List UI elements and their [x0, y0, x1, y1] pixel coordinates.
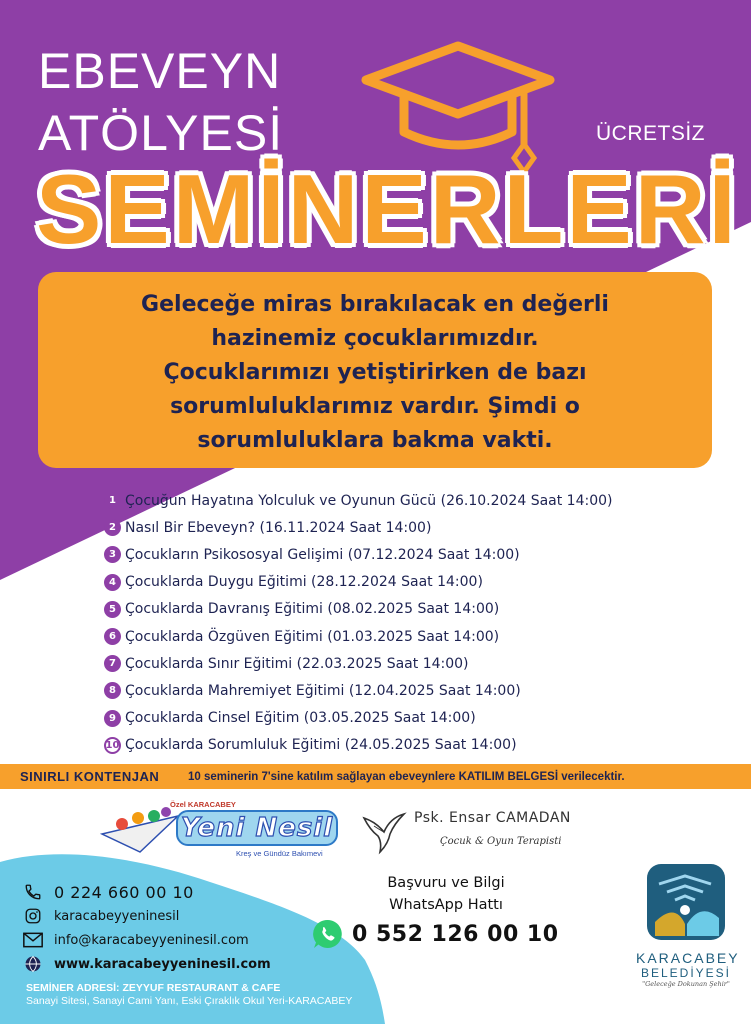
instagram-handle[interactable]: karacabeyyeninesil: [54, 908, 180, 924]
paper-plane-kids-icon: [100, 804, 180, 854]
municipality-emblem-icon: [645, 862, 727, 942]
close-quote-icon: “: [644, 329, 702, 447]
whatsapp-row: [312, 918, 559, 950]
phone-number: 0 224 660 00 10: [54, 882, 194, 902]
seminar-item: [104, 650, 612, 677]
title-line-2: ATÖLYESİ: [38, 105, 284, 161]
municipality-name: KARACABEY: [636, 950, 740, 966]
seminar-text: Çocuklarda Sorumluluk Eğitimi (24.05.2025 Saat 14:00): [125, 737, 517, 754]
quote-box: [38, 272, 712, 468]
seminar-item: [104, 732, 612, 759]
seminar-text: Çocuklarda Mahremiyet Eğitimi (12.04.2025 Saat 14:00): [125, 682, 521, 699]
logo-name: Yeni Nesil: [180, 813, 334, 843]
title-line-1: EBEVEYN: [38, 43, 282, 99]
number-badge: 7: [104, 655, 121, 672]
seminar-text: Çocukların Psikososyal Gelişimi (07.12.2024 Saat 14:00): [125, 546, 520, 563]
yeni-nesil-logo: [100, 800, 350, 860]
number-badge: 3: [104, 546, 121, 563]
quote-text: [38, 288, 712, 458]
number-badge: 6: [104, 628, 121, 645]
quote-line: hazinemiz çocuklarımızdır.: [211, 326, 539, 351]
seminar-text: Nasıl Bir Ebeveyn? (16.11.2024 Saat 14:00): [125, 519, 432, 536]
notice-bar: [0, 764, 751, 789]
contact-instagram-row: [22, 904, 271, 928]
seminar-item: [104, 705, 612, 732]
limited-quota-label: SINIRLI KONTENJAN: [20, 769, 160, 784]
seminar-text: Çocuklarda Davranış Eğitimi (08.02.2025 Saat 14:00): [125, 601, 500, 618]
email-address[interactable]: info@karacabeyyeninesil.com: [54, 932, 249, 948]
free-badge: ÜCRETSİZ: [596, 122, 705, 145]
number-badge: 2: [104, 519, 121, 536]
municipality-logo: [636, 862, 740, 988]
application-line-2: WhatsApp Hattı: [389, 897, 503, 913]
globe-icon: [22, 953, 44, 975]
seminar-item: [104, 677, 612, 704]
speaker-name: Psk. Ensar CAMADAN: [414, 810, 571, 826]
logo-top-text: Özel KARACABEY: [170, 800, 236, 809]
contact-email-row: [22, 928, 271, 952]
application-info: [366, 872, 526, 916]
number-badge: 5: [104, 601, 121, 618]
address-line-2: Sanayi Sitesi, Sanayi Cami Yanı, Eski Çıraklık Okul Yeri-KARACABEY: [26, 995, 353, 1008]
contact-web-row: [22, 952, 271, 976]
swallow-bird-icon: [360, 808, 408, 856]
number-badge: 1: [104, 492, 121, 509]
number-badge: 4: [104, 574, 121, 591]
headline-seminars: SEMİNERLERİ: [36, 154, 739, 264]
address-line-1: SEMİNER ADRESİ: ZEYYUF RESTAURANT & CAFE: [26, 982, 281, 994]
quote-line: Çocuklarımızı yetiştirirken de bazı: [163, 360, 587, 385]
contact-phone-row: [22, 880, 271, 904]
municipality-sub: BELEDİYESİ: [640, 966, 732, 980]
seminar-text: Çocuklarda Sınır Eğitimi (22.03.2025 Saat 14:00): [125, 655, 469, 672]
quote-line: Geleceğe miras bırakılacak en değerli: [141, 292, 609, 317]
speaker-block: [360, 808, 610, 862]
open-quote-icon: “: [40, 329, 98, 447]
speaker-title: Çocuk & Oyun Terapisti: [440, 836, 562, 847]
seminar-list: [104, 487, 612, 759]
seminar-item: [104, 514, 612, 541]
whatsapp-icon: [312, 918, 344, 950]
phone-icon: [22, 881, 44, 903]
certificate-notice: 10 seminerin 7'sine katılım sağlayan ebeveynlere KATILIM BELGESİ verilecektir.: [188, 770, 625, 783]
contact-block: [22, 880, 271, 976]
instagram-icon: [22, 905, 44, 927]
seminar-item: [104, 623, 612, 650]
seminar-item: [104, 541, 612, 568]
seminar-text: Çocuklarda Duygu Eğitimi (28.12.2024 Saat 14:00): [125, 574, 483, 591]
seminar-text: Çocuklarda Cinsel Eğitim (03.05.2025 Saat 14:00): [125, 710, 476, 727]
seminar-text: Çocuğun Hayatına Yolculuk ve Oyunun Gücü (26.10.2024 Saat 14:00): [125, 492, 613, 509]
number-badge: 8: [104, 682, 121, 699]
logo-subtitle: Kreş ve Gündüz Bakımevi: [236, 849, 323, 858]
website-link[interactable]: www.karacabeyyeninesil.com: [54, 956, 271, 972]
seminar-text: Çocuklarda Özgüven Eğitimi (01.03.2025 Saat 14:00): [125, 628, 500, 645]
seminar-item: [104, 596, 612, 623]
whatsapp-number[interactable]: 0 552 126 00 10: [352, 921, 559, 947]
municipality-slogan: "Geleceğe Dokunan Şehir": [642, 980, 730, 988]
application-line-1: Başvuru ve Bilgi: [387, 875, 505, 891]
seminar-address: [26, 982, 352, 1008]
quote-line: sorumluluklarımız vardır. Şimdi o: [170, 394, 580, 419]
logo-badge: [176, 810, 338, 846]
seminar-item: [104, 487, 612, 514]
number-badge: 9: [104, 710, 121, 727]
mail-icon: [22, 929, 44, 951]
number-badge: 10: [104, 737, 121, 754]
seminar-item: [104, 569, 612, 596]
quote-line: sorumluluklara bakma vakti.: [197, 428, 553, 453]
